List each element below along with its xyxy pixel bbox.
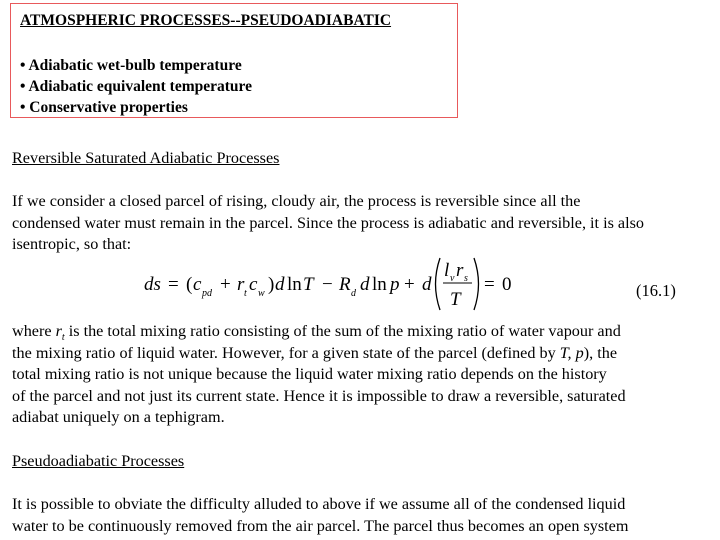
eq-r: r — [237, 274, 245, 295]
eq-rparen: ) — [268, 274, 275, 295]
paragraph-line: of the parcel and not just its current state. Hence it is impossible to draw a reversible, saturated — [12, 386, 626, 405]
eq-sub-w: w — [258, 288, 265, 299]
slide-title: ATMOSPHERIC PROCESSES--PSEUDOADIABATIC — [20, 12, 392, 29]
section-heading-reversible: Reversible Saturated Adiabatic Processes — [12, 149, 280, 167]
paragraph-line: If we consider a closed parcel of rising, cloudy air, the process is reversible since all the — [12, 192, 581, 210]
eq-d: d — [422, 274, 432, 295]
topic-item: • Conservative properties — [20, 99, 188, 116]
eq-d: d — [275, 274, 285, 295]
equation-16-1 — [140, 256, 520, 312]
eq-c: c — [193, 274, 202, 295]
eq-T: T — [303, 274, 314, 295]
paragraph-line: where $r_t$ is the total mixing ratio consisting of the sum of the mixing ratio of water vapour and — [12, 322, 621, 344]
eq-big-rparen — [474, 258, 479, 310]
paragraph-line: adiabat uniquely on a tephigram. — [12, 408, 225, 426]
eq-sub-v: v — [450, 273, 455, 284]
eq-sub-d: d — [351, 288, 356, 299]
eq-R: R — [339, 274, 351, 295]
paragraph-line: It is possible to obviate the difficulty alluded to above if we assume all of the condensed liquid — [12, 495, 626, 513]
header-box — [10, 3, 458, 118]
eq-big-lparen — [436, 258, 441, 310]
eq-d: d — [360, 274, 370, 295]
eq-ds: ds — [144, 274, 161, 295]
eq-c: c — [249, 274, 258, 295]
eq-sub-t: t — [244, 288, 247, 299]
eq-equals: = — [168, 274, 179, 295]
topic-item: • Adiabatic wet-bulb temperature — [20, 57, 242, 74]
eq-p: p — [390, 274, 400, 295]
paragraph-line: total mixing ratio is not unique because the liquid water mixing ratio depends on the history — [12, 365, 607, 383]
paragraph-line: condensed water must remain in the parcel. Since the process is adiabatic and reversible, it is also — [12, 213, 645, 232]
eq-sub-s: s — [464, 273, 468, 284]
eq-lparen: ( — [186, 274, 193, 295]
eq-zero: 0 — [502, 274, 512, 295]
eq-ln: ln — [287, 274, 302, 295]
eq-plus: + — [220, 274, 231, 295]
eq-sub-pd: pd — [202, 288, 212, 299]
eq-T-denominator: T — [450, 289, 461, 310]
eq-ln: ln — [372, 274, 387, 295]
eq-equals: = — [484, 274, 495, 295]
eq-r: r — [456, 260, 464, 281]
topic-list — [20, 55, 252, 118]
topic-item: • Adiabatic equivalent temperature — [20, 78, 253, 95]
paragraph-line: the mixing ratio of liquid water. However, for a given state of the parcel (defined by T, p), the — [12, 343, 618, 362]
eq-l: l — [444, 260, 450, 281]
eq-minus: − — [322, 274, 333, 295]
paragraph-line: isentropic, so that: — [12, 235, 132, 253]
eq-plus: + — [404, 274, 415, 295]
paragraph-line: water to be continuously removed from the air parcel. The parcel thus becomes an open system — [12, 516, 629, 535]
equation-number: (16.1) — [636, 281, 676, 300]
section-heading-pseudoadiabatic: Pseudoadiabatic Processes — [12, 452, 185, 470]
